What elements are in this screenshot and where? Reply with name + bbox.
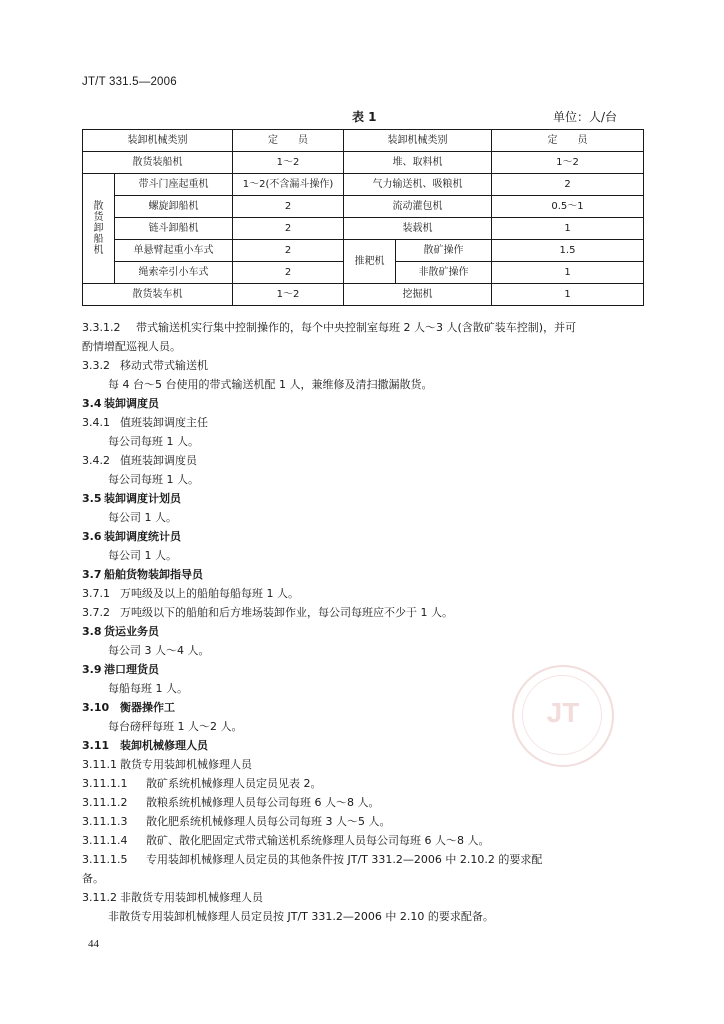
table-cell: 流动灌包机 bbox=[344, 196, 492, 218]
clause-number: 3.3.1.2 bbox=[82, 321, 121, 334]
table-row bbox=[83, 284, 644, 306]
clause-number: 3.7.2 bbox=[82, 606, 110, 619]
clause-number: 3.11 bbox=[82, 739, 110, 752]
group-label-pusher: 推耙机 bbox=[344, 240, 396, 284]
clause-number: 3.6 bbox=[82, 530, 102, 543]
table-cell: 1～2(不含漏斗操作) bbox=[233, 174, 344, 196]
clause-text: 衡器操作工 bbox=[120, 701, 175, 714]
table-cell: 螺旋卸船机 bbox=[115, 196, 233, 218]
table-cell: 2 bbox=[233, 262, 344, 284]
table-cell: 1～2 bbox=[492, 152, 644, 174]
table-row bbox=[83, 218, 644, 240]
clause-number: 3.11.1.3 bbox=[82, 815, 128, 828]
paragraph-body: 每船每班 1 人。 bbox=[108, 682, 188, 695]
paragraph-body: 每公司 1 人。 bbox=[108, 549, 177, 562]
clause-text: 值班装卸调度员 bbox=[120, 454, 197, 467]
table-row bbox=[83, 152, 644, 174]
table-header-row bbox=[83, 130, 644, 152]
table-cell: 2 bbox=[233, 218, 344, 240]
clause-text: 装卸调度统计员 bbox=[104, 530, 181, 543]
table-title: 表 1 bbox=[352, 110, 377, 124]
paragraph-body: 每台磅秤每班 1 人～2 人。 bbox=[108, 720, 243, 733]
clause-number: 3.11.1 bbox=[82, 758, 117, 771]
clause-text: 散粮系统机械修理人员每公司每班 6 人～8 人。 bbox=[146, 796, 380, 809]
section-heading-3-6 bbox=[82, 527, 643, 546]
group-label-bulk-unloader: 散 货 卸 船 机 bbox=[83, 174, 115, 284]
paragraph-3-11-1-1 bbox=[82, 774, 643, 793]
clause-number: 3.11.1.4 bbox=[82, 834, 128, 847]
section-heading-3-4 bbox=[82, 394, 643, 413]
paragraph-continuation: 酌情增配巡视人员。 bbox=[82, 340, 181, 353]
table-cell: 散货装船机 bbox=[83, 152, 233, 174]
paragraph-continuation: 备。 bbox=[82, 872, 104, 885]
paragraph-3-3-2 bbox=[82, 356, 643, 375]
table-cell: 1 bbox=[492, 262, 644, 284]
table-cell: 装载机 bbox=[344, 218, 492, 240]
paragraph-3-7-2 bbox=[82, 603, 643, 622]
paragraph-body: 每公司 3 人～4 人。 bbox=[108, 644, 210, 657]
clause-number: 3.4.2 bbox=[82, 454, 110, 467]
table-cell: 单悬臂起重小车式 bbox=[115, 240, 233, 262]
table-unit: 单位：人/台 bbox=[553, 110, 618, 124]
clause-text: 散化肥系统机械修理人员每公司每班 3 人～5 人。 bbox=[146, 815, 391, 828]
clause-number: 3.8 bbox=[82, 625, 102, 638]
section-heading-3-5 bbox=[82, 489, 643, 508]
table-cell: 堆、取料机 bbox=[344, 152, 492, 174]
clause-text: 船舶货物装卸指导员 bbox=[104, 568, 203, 581]
table-row bbox=[83, 196, 644, 218]
stamp-logo-text: JT bbox=[546, 697, 580, 728]
clause-text: 散货专用装卸机械修理人员 bbox=[120, 758, 252, 771]
paragraph-3-11-2 bbox=[82, 888, 643, 907]
clause-number: 3.5 bbox=[82, 492, 102, 505]
clause-number: 3.3.2 bbox=[82, 359, 110, 372]
paragraph-body: 每 4 台～5 台使用的带式输送机配 1 人，兼维修及清扫撒漏散货。 bbox=[108, 378, 433, 391]
clause-number: 3.7 bbox=[82, 568, 102, 581]
table-row bbox=[83, 240, 644, 262]
table-cell: 1 bbox=[492, 284, 644, 306]
clause-text: 非散货专用装卸机械修理人员 bbox=[120, 891, 263, 904]
document-body bbox=[82, 318, 643, 926]
clause-number: 3.9 bbox=[82, 663, 102, 676]
table-cell: 非散矿操作 bbox=[396, 262, 492, 284]
clause-text: 值班装卸调度主任 bbox=[120, 416, 208, 429]
paragraph-3-11-1-3 bbox=[82, 812, 643, 831]
clause-text: 散矿、散化肥固定式带式输送机系统修理人员每公司每班 6 人～8 人。 bbox=[146, 834, 490, 847]
paragraph-body: 每公司 1 人。 bbox=[108, 511, 177, 524]
clause-text: 货运业务员 bbox=[104, 625, 159, 638]
paragraph-3-11-1-2 bbox=[82, 793, 643, 812]
table-cell: 2 bbox=[233, 240, 344, 262]
clause-number: 3.4.1 bbox=[82, 416, 110, 429]
paragraph-3-4-2 bbox=[82, 451, 643, 470]
clause-number: 3.7.1 bbox=[82, 587, 110, 600]
section-heading-3-8 bbox=[82, 622, 643, 641]
table-cell: 挖掘机 bbox=[344, 284, 492, 306]
paragraph-3-4-1 bbox=[82, 413, 643, 432]
clause-text: 装卸调度员 bbox=[104, 397, 159, 410]
clause-number: 3.11.1.1 bbox=[82, 777, 128, 790]
section-heading-3-7 bbox=[82, 565, 643, 584]
clause-text: 万吨级以下的船舶和后方堆场装卸作业，每公司每班应不少于 1 人。 bbox=[120, 606, 453, 619]
clause-number: 3.10 bbox=[82, 701, 110, 714]
header-staff-right: 定 员 bbox=[492, 130, 644, 152]
paragraph-3-11-1-4 bbox=[82, 831, 643, 850]
clause-number: 3.11.2 bbox=[82, 891, 117, 904]
clause-text: 散矿系统机械修理人员定员见表 2。 bbox=[146, 777, 322, 790]
clause-number: 3.4 bbox=[82, 397, 102, 410]
paragraph-body: 非散货专用装卸机械修理人员定员按 JT/T 331.2—2006 中 2.10 的要求配备。 bbox=[108, 910, 494, 923]
paragraph-3-11-1-5 bbox=[82, 850, 643, 869]
paragraph-3-3-1-2 bbox=[82, 318, 643, 337]
table-cell: 1～2 bbox=[233, 284, 344, 306]
paragraph-body: 每公司每班 1 人。 bbox=[108, 435, 199, 448]
clause-number: 3.11.1.2 bbox=[82, 796, 128, 809]
table-cell: 1～2 bbox=[233, 152, 344, 174]
table-cell: 带斗门座起重机 bbox=[115, 174, 233, 196]
header-staff-left: 定 员 bbox=[233, 130, 344, 152]
table-cell: 2 bbox=[233, 196, 344, 218]
document-header: JT/T 331.5—2006 bbox=[82, 76, 177, 88]
clause-text: 装卸机械修理人员 bbox=[120, 739, 208, 752]
clause-text: 带式输送机实行集中控制操作的，每个中央控制室每班 2 人～3 人(含散矿装车控制)，并可 bbox=[136, 321, 577, 334]
clause-text: 装卸调度计划员 bbox=[104, 492, 181, 505]
table-cell: 气力输送机、吸粮机 bbox=[344, 174, 492, 196]
table-cell: 链斗卸船机 bbox=[115, 218, 233, 240]
clause-text: 港口理货员 bbox=[104, 663, 159, 676]
clause-text: 移动式带式输送机 bbox=[120, 359, 208, 372]
table-cell: 散货装车机 bbox=[83, 284, 233, 306]
staffing-table bbox=[82, 129, 644, 306]
clause-number: 3.11.1.5 bbox=[82, 853, 128, 866]
clause-text: 专用装卸机械修理人员定员的其他条件按 JT/T 331.2—2006 中 2.10.2 的要求配 bbox=[146, 853, 543, 866]
header-category-right: 装卸机械类别 bbox=[344, 130, 492, 152]
table-cell: 绳索牵引小车式 bbox=[115, 262, 233, 284]
table-cell: 1.5 bbox=[492, 240, 644, 262]
paragraph-3-7-1 bbox=[82, 584, 643, 603]
clause-text: 万吨级及以上的船舶每船每班 1 人。 bbox=[120, 587, 299, 600]
table-row bbox=[83, 174, 644, 196]
jt-watermark-stamp bbox=[512, 665, 614, 767]
table-cell: 1 bbox=[492, 218, 644, 240]
paragraph-body: 每公司每班 1 人。 bbox=[108, 473, 199, 486]
table-cell: 0.5～1 bbox=[492, 196, 644, 218]
header-category-left: 装卸机械类别 bbox=[83, 130, 233, 152]
table-cell: 2 bbox=[492, 174, 644, 196]
table-cell: 散矿操作 bbox=[396, 240, 492, 262]
page-number: 44 bbox=[88, 938, 99, 950]
